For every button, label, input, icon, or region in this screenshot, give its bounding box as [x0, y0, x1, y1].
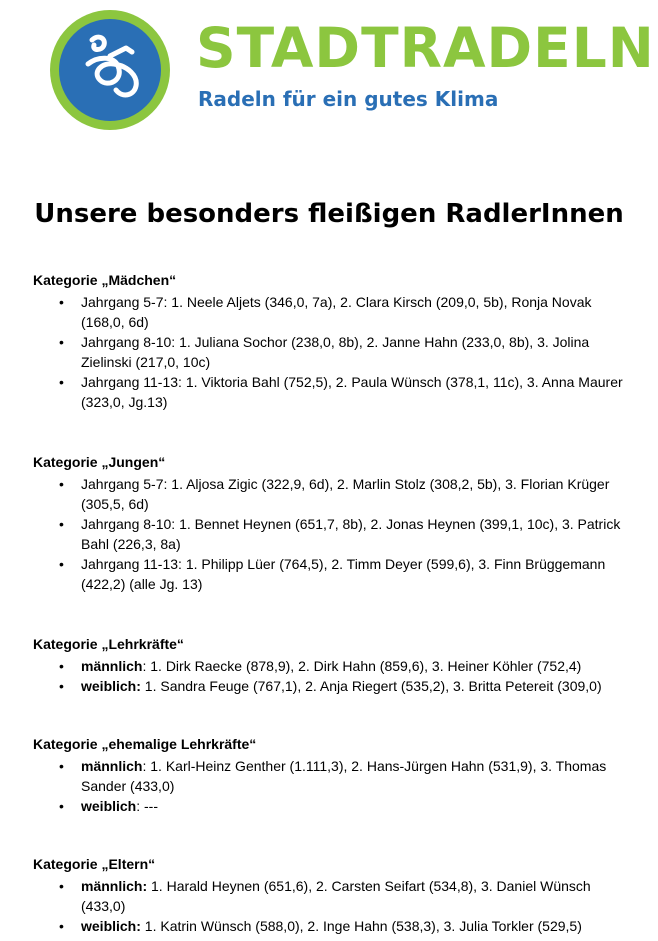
item-text: Jahrgang 5-7: 1. Aljosa Zigic (322,9, 6d), 2. Marlin Stolz (308,2, 5b), 3. Florian Krüger (305,5, 6d)	[81, 476, 610, 512]
item-label: weiblich:	[81, 918, 141, 934]
list	[33, 474, 633, 594]
item-label: weiblich	[81, 798, 137, 814]
list	[33, 756, 633, 816]
item-text: : ---	[136, 798, 158, 814]
bullet-icon: •	[59, 374, 64, 390]
list-item	[33, 372, 633, 412]
section-heading: Kategorie „ehemalige Lehrkräfte“	[33, 736, 257, 752]
bullet-icon: •	[59, 334, 64, 350]
list-item	[33, 656, 633, 676]
list-item	[33, 292, 633, 332]
section-eltern	[33, 854, 633, 936]
bullet-icon: •	[59, 658, 64, 674]
item-text: 1. Katrin Wünsch (588,0), 2. Inge Hahn (538,3), 3. Julia Torkler (529,5)	[140, 918, 582, 934]
item-text: Jahrgang 8-10: 1. Bennet Heynen (651,7, 8b), 2. Jonas Heynen (399,1, 10c), 3. Patrick Bahl (226,3, 8a)	[81, 516, 621, 552]
section-lehrkraefte	[33, 634, 633, 696]
list	[33, 292, 633, 412]
item-label: männlich:	[81, 878, 148, 894]
page-title: Unsere besonders fleißigen RadlerInnen	[34, 199, 624, 229]
bicycle-logo-icon	[48, 8, 172, 132]
list-item	[33, 876, 633, 916]
bullet-icon: •	[59, 294, 64, 310]
item-label: männlich	[81, 658, 143, 674]
item-text: Jahrgang 11-13: 1. Viktoria Bahl (752,5), 2. Paula Wünsch (378,1, 11c), 3. Anna Maurer (323,0, Jg.13)	[81, 374, 623, 410]
bullet-icon: •	[59, 516, 64, 532]
list-item	[33, 916, 633, 936]
item-text: 1. Sandra Feuge (767,1), 2. Anja Riegert (535,2), 3. Britta Petereit (309,0)	[140, 678, 602, 694]
bullet-icon: •	[59, 678, 64, 694]
list-item	[33, 756, 633, 796]
list-item	[33, 514, 633, 554]
item-text: 1. Harald Heynen (651,6), 2. Carsten Seifart (534,8), 3. Daniel Wünsch (433,0)	[81, 878, 591, 914]
item-text: Jahrgang 11-13: 1. Philipp Lüer (764,5), 2. Timm Deyer (599,6), 3. Finn Brüggemann (422,2) (alle Jg. 13)	[81, 556, 606, 592]
list-item	[33, 332, 633, 372]
section-maedchen	[33, 270, 633, 412]
list-item	[33, 796, 633, 816]
content	[33, 270, 633, 936]
list-item	[33, 474, 633, 514]
section-heading: Kategorie „Eltern“	[33, 856, 156, 872]
item-label: weiblich:	[81, 678, 141, 694]
item-text: : 1. Karl-Heinz Genther (1.111,3), 2. Hans-Jürgen Hahn (531,9), 3. Thomas Sander (433,0)	[81, 758, 607, 794]
list-item	[33, 554, 633, 594]
bullet-icon: •	[59, 556, 64, 572]
item-label: männlich	[81, 758, 143, 774]
section-heading: Kategorie „Jungen“	[33, 454, 166, 470]
list	[33, 656, 633, 696]
brand-name: STADTRADELN	[196, 16, 655, 80]
list	[33, 876, 633, 936]
bullet-icon: •	[59, 878, 64, 894]
item-text: : 1. Dirk Raecke (878,9), 2. Dirk Hahn (859,6), 3. Heiner Köhler (752,4)	[142, 658, 582, 674]
item-text: Jahrgang 8-10: 1. Juliana Sochor (238,0, 8b), 2. Janne Hahn (233,0, 8b), 3. Jolina Zielinski (217,0, 10c)	[81, 334, 590, 370]
bullet-icon: •	[59, 758, 64, 774]
bullet-icon: •	[59, 918, 64, 934]
section-ehemalige-lehrkraefte	[33, 734, 633, 816]
bullet-icon: •	[59, 798, 64, 814]
list-item	[33, 676, 633, 696]
bullet-icon: •	[59, 476, 64, 492]
brand-slogan: Radeln für ein gutes Klima	[198, 87, 499, 111]
item-text: Jahrgang 5-7: 1. Neele Aljets (346,0, 7a), 2. Clara Kirsch (209,0, 5b), Ronja Novak (168,0, 6d)	[81, 294, 592, 330]
section-heading: Kategorie „Lehrkräfte“	[33, 636, 184, 652]
header	[0, 0, 658, 140]
section-heading: Kategorie „Mädchen“	[33, 272, 177, 288]
section-jungen	[33, 452, 633, 594]
